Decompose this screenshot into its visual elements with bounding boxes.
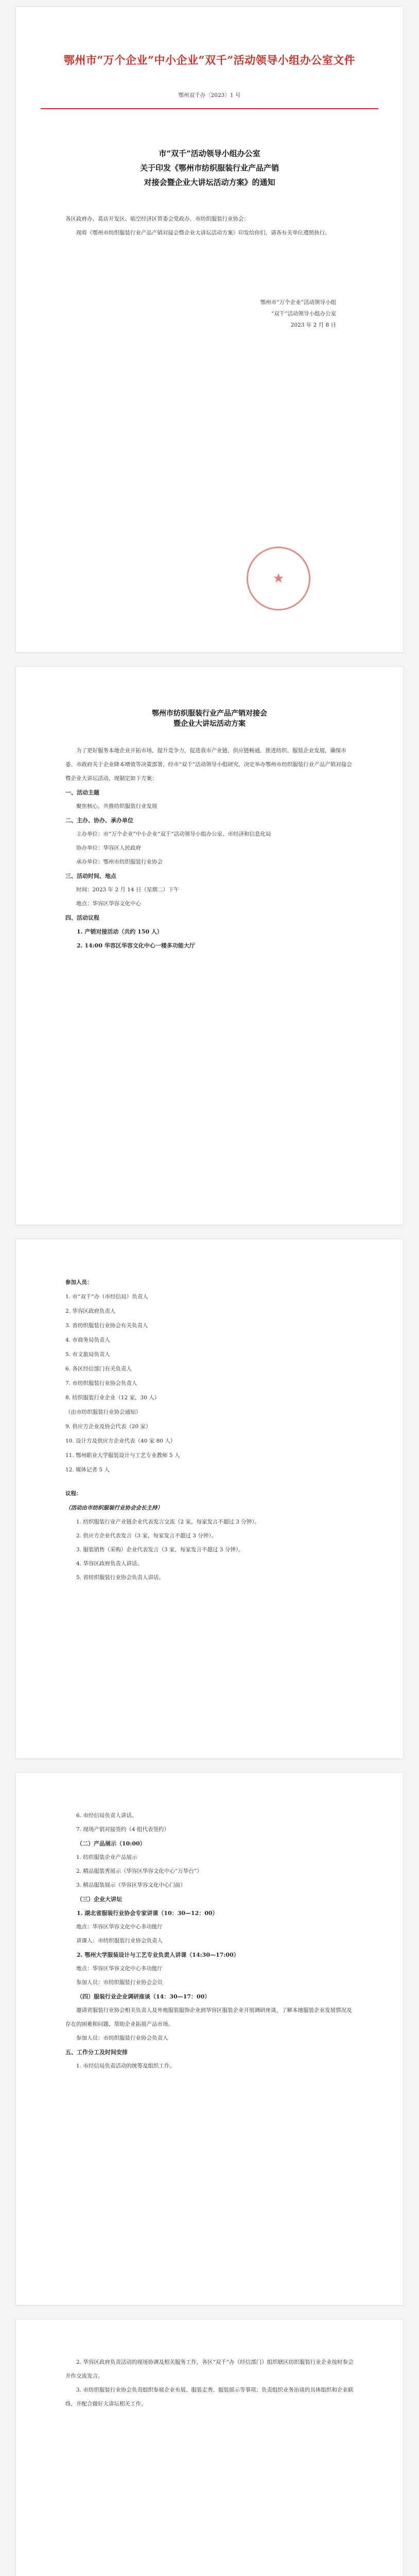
red-divider — [41, 108, 378, 109]
body-paragraph: 2. 精品服装秀展示（华容区华容文化中心“万华台”） — [76, 1868, 202, 1874]
participant-item: 3. 省纺织服装行业协会有关负责人 — [65, 1323, 148, 1329]
signature-line: “双千”活动领导小组办公室 — [271, 311, 336, 317]
signature-line: 鄂州市“万个企业”活动领导小组 — [260, 299, 336, 306]
notice-title — [16, 146, 403, 190]
body-paragraph: 参加人员：市纺织服装行业协会负责人 — [76, 2035, 168, 2041]
body-paragraph: 地点：华容区华容文化中心多功能厅 — [76, 1924, 163, 1930]
document-page-5 — [15, 2319, 404, 2576]
agenda-header: 议程： — [65, 1490, 82, 1497]
section-heading: 1. 湖北省服装行业协会专家讲课（10：30—12：00） — [77, 1910, 218, 1917]
body-paragraph: 2. 华容区政府负责活动的现场协调及相关服务工作，各区“双千”办（经信部门）组织辖区纺织服装行业企业按时参会并作交流发言。 — [65, 2359, 354, 2379]
title-line: 暨企业大讲坛活动方案 — [173, 720, 246, 728]
document-page-3 — [15, 1239, 404, 1759]
official-seal — [247, 547, 310, 611]
participant-item: 4. 市商务局负责人 — [65, 1337, 110, 1343]
body-paragraph: 参加人员：市纺织服装行业协会会员 — [76, 1979, 163, 1986]
plan-title — [16, 667, 403, 728]
body-paragraph: 地点：华容区华容文化中心多功能厅 — [76, 1965, 163, 1972]
participants-section — [16, 1239, 403, 1477]
plan-continuation — [16, 1773, 403, 2073]
section-heading: （四）服装行业企业调研座谈（14：30—17：00） — [77, 1993, 211, 2000]
body-paragraph: 承办单位：鄂州市纺织服装行业协会 — [76, 859, 163, 865]
agenda-item: 5. 省纺织服装行业协会负责人讲话。 — [76, 1574, 164, 1581]
section-heading: 2. 鄂州大学服装设计与工艺专业负责人讲课（14:30—17:00） — [77, 1952, 239, 1958]
participant-item: （由市纺织服装行业协会通知） — [65, 1409, 141, 1415]
participant-item: 8. 纺织服装行业企业（12 家，30 人） — [65, 1395, 160, 1401]
body-paragraph: 1. 纺织服装企业产品展示 — [76, 1854, 137, 1860]
notice-body — [16, 212, 403, 240]
participant-item: 5. 市文旅局负责人 — [65, 1351, 110, 1358]
document-number: 鄂州双千办〔2023〕1 号 — [178, 92, 241, 98]
section-heading: 四、活动议程 — [65, 914, 99, 921]
signature-block — [16, 297, 403, 331]
plan-closing — [16, 2319, 403, 2411]
participant-item: 12. 媒体记者 5 人 — [65, 1467, 110, 1473]
title-line: 关于印发《鄂州市纺织服装行业产品产销 — [139, 163, 279, 173]
body-paragraph: 3. 精品服装展示（华容区华容文化中心门前） — [76, 1882, 186, 1888]
plan-body — [16, 744, 403, 953]
agenda-item: 2. 供应方企业代表发言（3 家，每家发言不超过 3 分钟）。 — [76, 1533, 217, 1539]
body-paragraph: 时间：2023 年 2 月 14 日（星期二）下午 — [76, 887, 179, 893]
red-letterhead: 鄂州市“万个企业”中小企业“双千”活动领导小组办公室文件 — [63, 54, 356, 66]
body-paragraph: 3. 市纺织服装行业协会负责组织参展企业布展、服装走秀、服装展示等事项；负责组织业务治谈的具体组织和企业联络，并配合做好大讲坛相关工作。 — [65, 2387, 354, 2407]
body-paragraph: 为了更好服务本地企业开拓市场，提升竞争力，促进我市产业链、供应链畅通，推进纺织、服装企业发展，确保市委、市政府关于企业降本增效等决策部署，经市“双千”活动领导小组研究，决定举办鄂州市纺织服装行业产品产销对接会暨企业大讲坛活动，现制定如下方案： — [65, 748, 352, 782]
participant-item: 7. 市纺织服装行业协会负责人 — [65, 1380, 137, 1386]
participant-item: 11. 鄂州职业大学服装设计与工艺专业教师 5 人 — [65, 1452, 180, 1459]
body-paragraph: 邀请省服装行业协会相关负责人及外地服装服饰企业到华容区服装企业开展调研座谈，了解本地服装企业发展情况及存在的困难和问题，帮助企业拓展产品市场。 — [65, 2007, 352, 2027]
section-heading: 二、主办、协办、承办单位 — [65, 817, 133, 824]
section-heading: 1. 产销对接活动（共约 150 人） — [77, 928, 163, 935]
title-line: 市“双千”活动领导小组办公室 — [159, 149, 260, 158]
body-paragraph: 讲课人：市纺织服装行业协会负责人 — [76, 1938, 163, 1944]
participants-list — [16, 1290, 403, 1477]
section-heading: 三、活动时间、地点 — [65, 873, 116, 879]
body-paragraph: 聚焦核心，共推纺织服装行业发展 — [76, 803, 158, 809]
body-paragraph: 7. 现场产销对接签约（4 组代表签约） — [76, 1826, 169, 1833]
participant-item: 1. 市“双千”办（市经信局）负责人 — [65, 1294, 148, 1300]
agenda-section — [16, 1486, 403, 1585]
agenda-item: 1. 纺织服装行业产业链企业代表发言交流（2 家，每家发言不超过 3 分钟）。 — [76, 1519, 260, 1525]
agenda-item: 4. 华容区政府负责人讲话。 — [76, 1561, 143, 1567]
section-heading: 2. 14:00 华容区华容文化中心一楼多功能大厅 — [77, 942, 195, 949]
participant-item: 6. 各区经信部门有关负责人 — [65, 1366, 132, 1372]
section-heading: （三）企业大讲坛 — [77, 1896, 122, 1903]
title-line: 对接会暨企业大讲坛活动方案》的通知 — [144, 178, 275, 187]
participants-header: 参加人员： — [65, 1279, 93, 1285]
section-heading: 一、活动主题 — [65, 789, 99, 796]
document-page-2 — [15, 666, 404, 1225]
agenda-note: （活动由市纺织服装行业协会会长主持） — [65, 1505, 163, 1511]
participant-item: 2. 华容区政府负责人 — [65, 1308, 116, 1314]
title-line: 鄂州市纺织服装行业产品产销对接会 — [152, 709, 267, 718]
body-paragraph: 地点：华容区华容文化中心 — [76, 901, 141, 907]
body-paragraph: 主办单位：市“万个企业”中小企业“双千”活动领导小组办公室、市经济和信息化局 — [76, 831, 271, 837]
document-page-4 — [15, 1772, 404, 2306]
section-heading: （二）产品展示（10:00） — [77, 1840, 146, 1847]
agenda-list — [16, 1515, 403, 1585]
document-page-1 — [15, 6, 404, 653]
agenda-item: 3. 服装销售（采购）企业代表发言（3 家，每家发言不超过 3 分钟）。 — [76, 1547, 244, 1553]
section-heading: 五、工作分工及时间安排 — [65, 2049, 128, 2056]
participant-item: 9. 供应方企业及协会代表（20 家） — [65, 1423, 151, 1430]
signature-date: 2023 年 2 月 8 日 — [290, 322, 336, 328]
participant-item: 10. 设计方及供应方企业代表（40 家 80 人） — [65, 1438, 176, 1444]
star-icon: ★ — [272, 571, 285, 586]
notice-paragraph: 现将《鄂州市纺织服装行业产品产销对接会暨企业大讲坛活动方案》印发给你们，请各有关单位遵照执行。 — [76, 230, 330, 236]
body-paragraph: 1. 市经信局负责活动的统筹及组织工作。 — [76, 2063, 175, 2069]
body-paragraph: 协办单位：华容区人民政府 — [76, 845, 141, 851]
body-paragraph: 6. 市经信局负责人讲话。 — [76, 1812, 137, 1819]
addressee: 各区政府办、葛店开发区、临空经济区管委会党政办，市纺织服装行业协会： — [65, 216, 249, 222]
